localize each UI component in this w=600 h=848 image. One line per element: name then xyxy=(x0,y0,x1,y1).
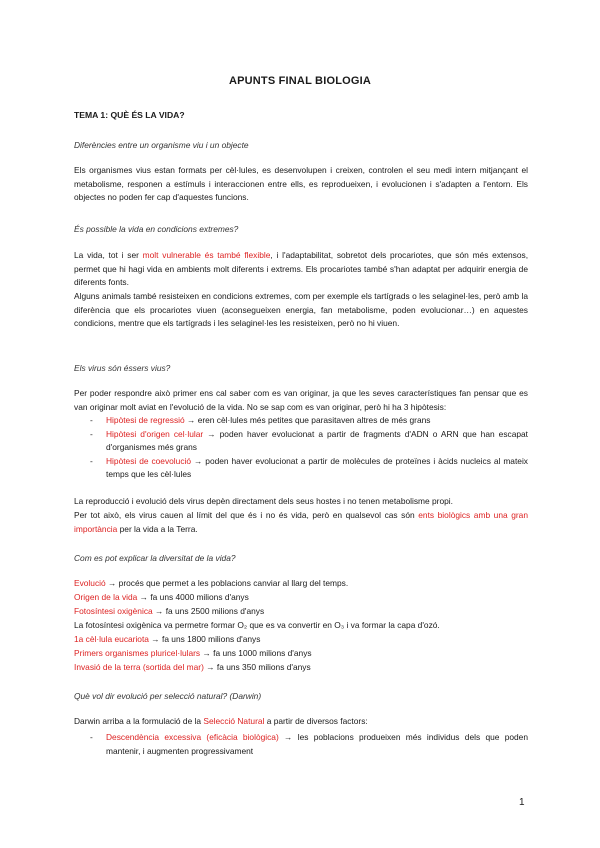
highlight-text: Hipòtesi d'origen cel·lular xyxy=(106,428,204,439)
evo-line xyxy=(74,647,312,661)
highlight-text: ents biològics amb una gran importància xyxy=(74,510,528,534)
paragraph xyxy=(74,249,528,290)
highlight-text: molt vulnerable és també flexible xyxy=(142,250,271,260)
text: → fa uns 1000 milions d'anys xyxy=(200,648,312,658)
highlight-text: Hipòtesi de coevolució xyxy=(106,455,192,466)
evo-line xyxy=(74,591,249,605)
list-item xyxy=(74,455,528,482)
paragraph: Per poder respondre això primer ens cal saber com es van originar, ja que les seves característiques fan pensar que es van originar molt aviat en l'evolució de la vida. No se sap com es van originar, però hi ha 3 hipòtesis: xyxy=(74,388,528,412)
highlight-text: Fotosíntesi oxigènica xyxy=(74,606,153,616)
evo-line xyxy=(74,577,348,591)
question-heading: És possible la vida en condicions extremes? xyxy=(74,224,239,234)
evo-line xyxy=(74,619,440,633)
paragraph: La reproducció i evolució dels virus depèn directament dels seus hostes i no tenen metabolisme propi. xyxy=(74,496,453,506)
text: La vida, tot i ser xyxy=(74,250,143,260)
highlight-text: Descendència excessiva (eficàcia biològica) xyxy=(106,732,279,742)
paragraph: Els organismes vius estan formats per cèl·lules, es desenvolupen i creixen, controlen el seu medi intern mitjançant el metabolisme, responen a estímuls i interaccionen entre ells, es reprodueixen, i evolucionen i s'adapten a l'entorn. Els objectes no poden fer cap d'aquestes funcions. xyxy=(74,165,528,203)
highlight-text: Invasió de la terra (sortida del mar) xyxy=(74,662,204,672)
text: → les poblacions produeixen més individus dels que poden mantenir, i augmenten progressivament xyxy=(106,732,528,756)
list-item xyxy=(74,428,528,455)
text: a partir de diversos factors: xyxy=(264,716,368,726)
text: → fa uns 1800 milions d'anys xyxy=(148,634,261,644)
factor-list xyxy=(74,731,528,758)
question-heading: Els virus són éssers vius? xyxy=(74,363,171,373)
evo-line xyxy=(74,661,311,675)
list-item xyxy=(74,414,528,428)
text: → fa uns 350 milions d'anys xyxy=(203,662,311,672)
highlight-text: Primers organismes pluricel·lulars xyxy=(74,648,201,658)
question-heading: Què vol dir evolució per selecció natural? (Darwin) xyxy=(74,691,262,701)
text: → eren cèl·lules més petites que parasitaven altres de més grans xyxy=(184,415,431,425)
highlight-text: Hipòtesi de regressió xyxy=(106,415,185,425)
paragraph xyxy=(74,509,528,536)
evo-line xyxy=(74,633,260,647)
hypothesis-list xyxy=(74,414,528,482)
highlight-text: 1a cèl·lula eucariota xyxy=(74,634,149,644)
paragraph xyxy=(74,715,528,729)
text: → fa uns 4000 milions d'anys xyxy=(137,592,249,602)
text: La fotosíntesi oxigènica va permetre formar O₂ que es va convertir en O₃ i va formar la capa d'ozó. xyxy=(74,620,440,630)
highlight-text: Origen de la vida xyxy=(74,592,138,602)
highlight-text: Evolució xyxy=(74,578,106,588)
page-number: 1 xyxy=(519,797,525,808)
list-item xyxy=(74,731,528,758)
text: per la vida a la Terra. xyxy=(117,523,198,534)
text: Darwin arriba a la formulació de la xyxy=(74,716,204,726)
highlight-text: Selecció Natural xyxy=(203,716,265,726)
text: → procés que permet a les poblacions canviar al llarg del temps. xyxy=(105,578,349,588)
text: → fa uns 2500 milions d'anys xyxy=(152,606,265,616)
evo-line xyxy=(74,605,264,619)
text: , i l'adaptabilitat, sobretot dels procariotes, que són més extensos, permet que hi hagi vida en ambients molt diferents i extrems. Els procariotes també s'han adaptat per adquirir energia de diferents fonts. xyxy=(74,250,529,288)
section-heading: TEMA 1: QUÈ ÉS LA VIDA? xyxy=(74,110,185,120)
document-title: APUNTS FINAL BIOLOGIA xyxy=(228,75,372,87)
paragraph: Alguns animals també resisteixen en condicions extremes, com per exemple els tartígrads o les selaginel·les, però amb la diferència que els procariotes viuen (aconsegueixen energia, fan metabolisme, poden evolucionar…) en aquestes condicions, mentre que els tartígrads i les selaginel·les les resisteixen, però no hi viuen. xyxy=(74,291,528,329)
question-heading: Diferències entre un organisme viu i un objecte xyxy=(74,140,249,150)
text: → poden haver evolucionat a partir de molècules de proteïnes i àcids nucleics al mateix temps que les cèl·lules xyxy=(106,455,528,480)
text: → poden haver evolucionat a partir de fragments d'ADN o ARN que han escapat d'organismes més grans xyxy=(106,428,528,453)
question-heading: Com es pot explicar la diversitat de la vida? xyxy=(74,553,236,563)
text: Per tot això, els virus cauen al límit del que és i no és vida, però en qualsevol cas són xyxy=(74,510,419,520)
